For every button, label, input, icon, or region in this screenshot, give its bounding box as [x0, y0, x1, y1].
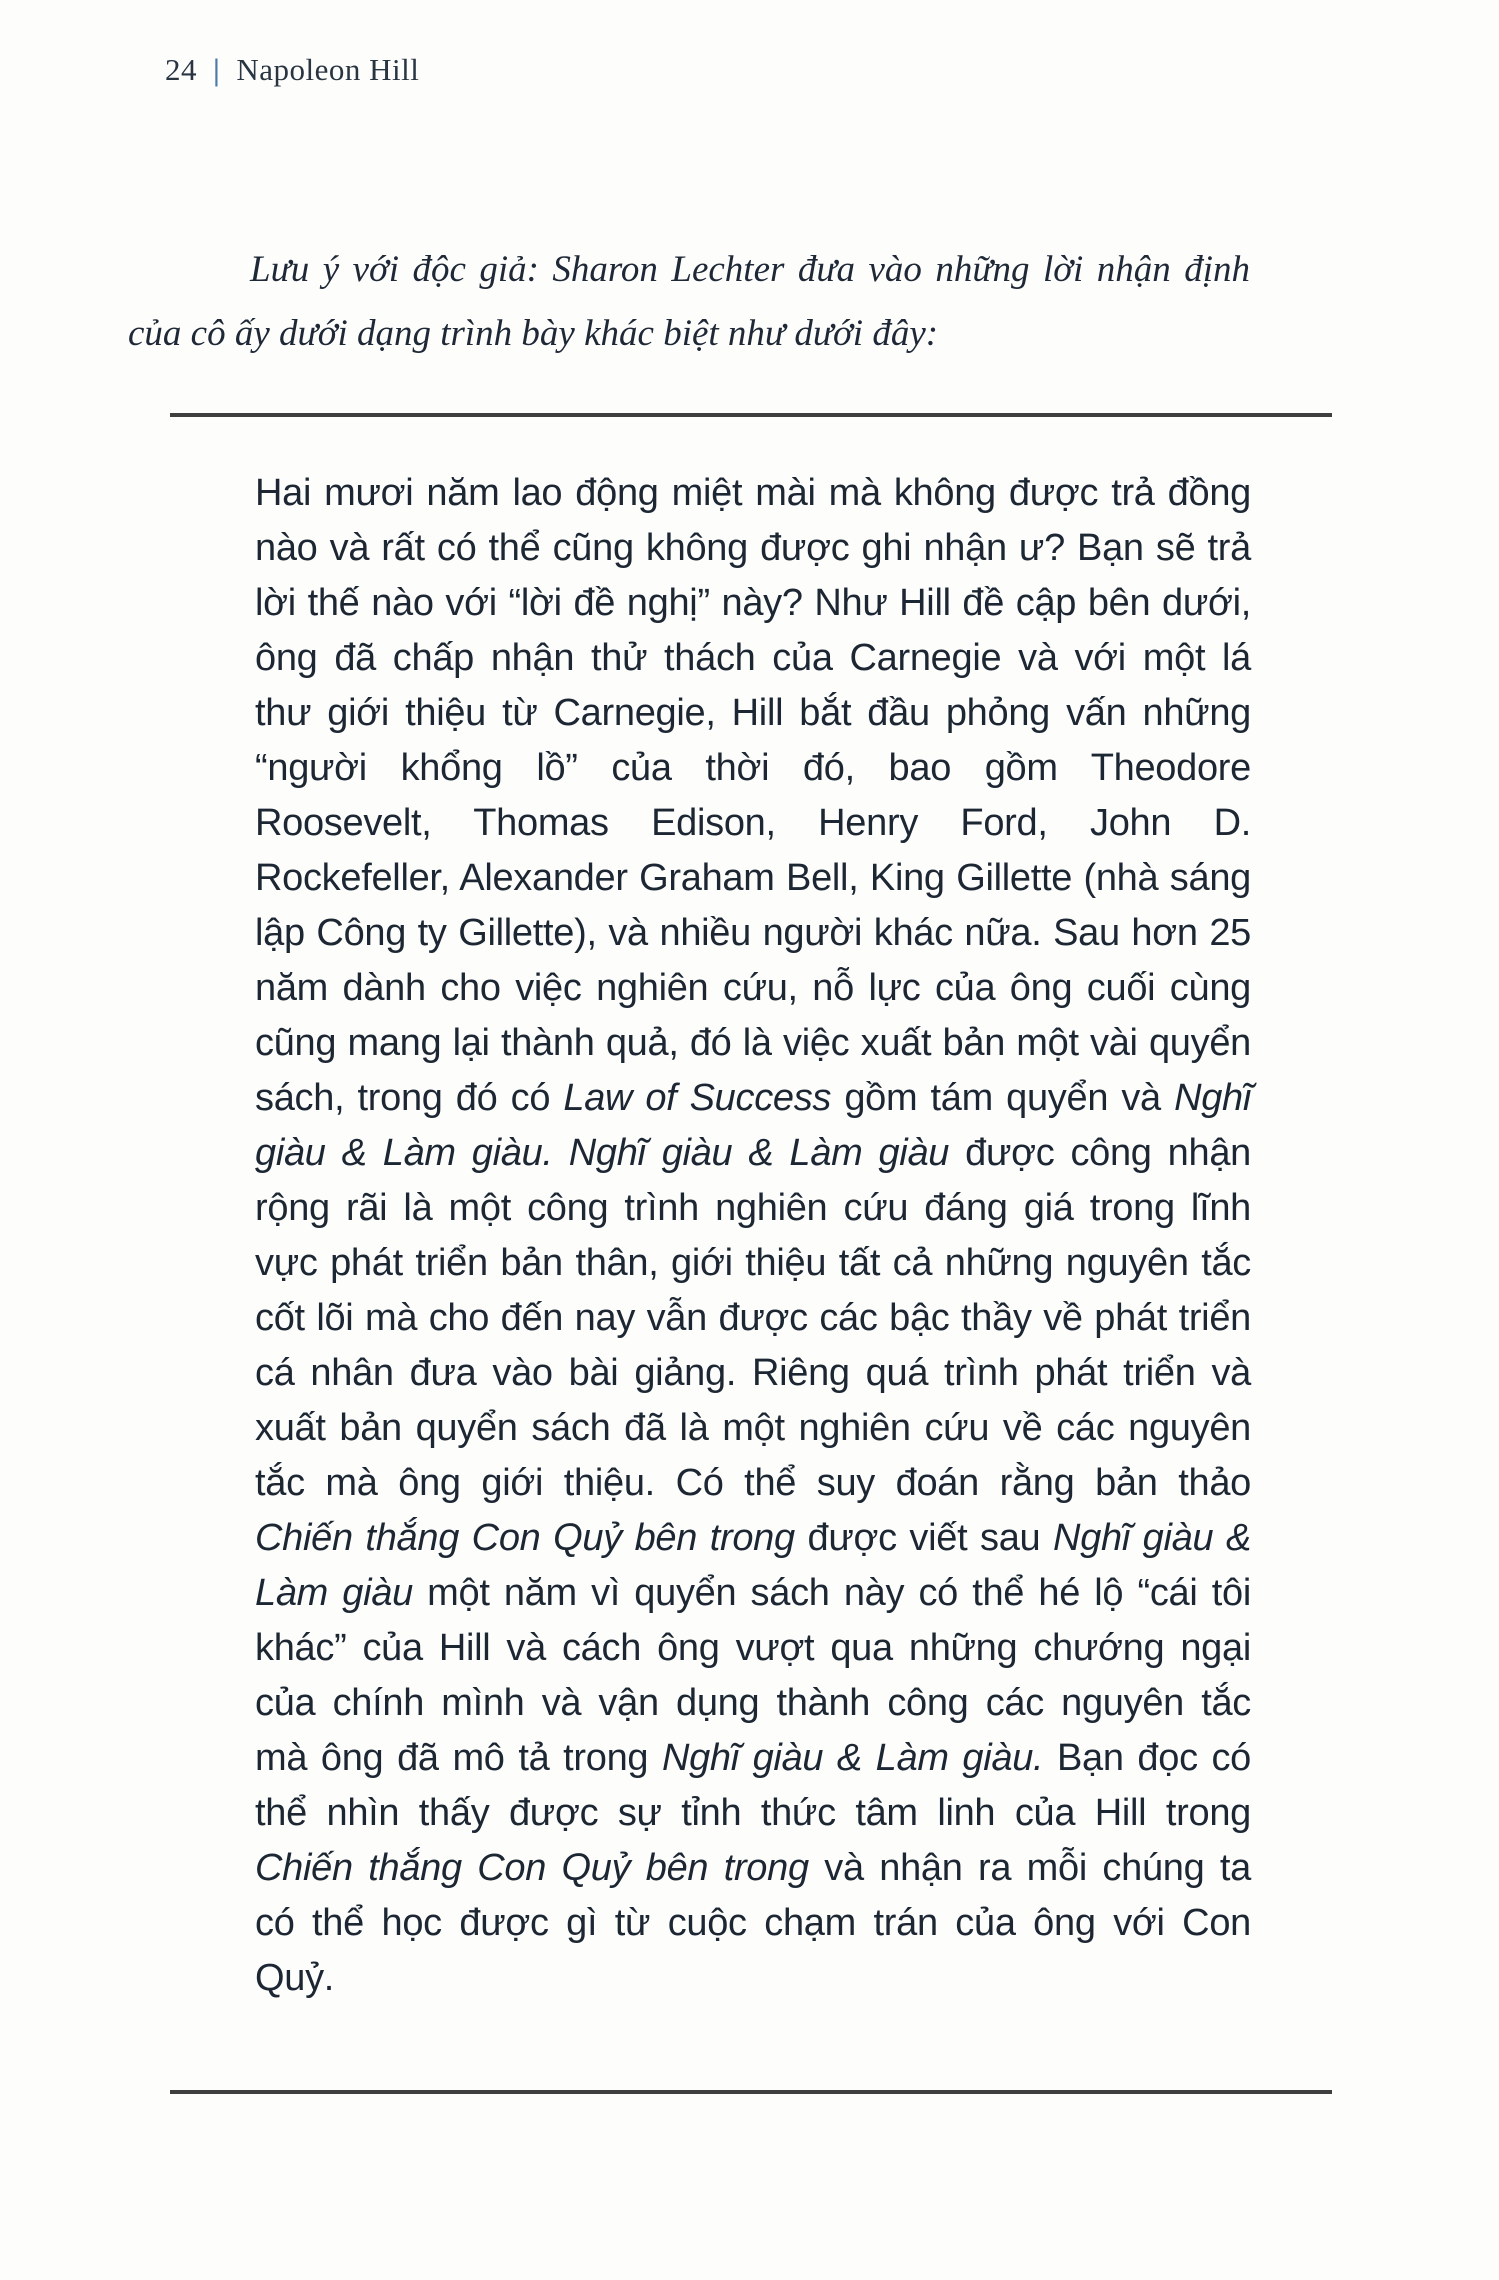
commentary-run	[553, 1132, 569, 1174]
commentary-italic-run: Chiến thắng Con Quỷ bên trong	[255, 1847, 809, 1889]
header-separator: |	[213, 52, 221, 87]
commentary-run: và nhận ra mỗi chúng ta có thể học được gì từ cuộc chạm trán của ông với Con Quỷ.	[255, 1847, 1252, 1999]
commentary-italic-run: Chiến thắng Con Quỷ bên trong	[255, 1517, 795, 1559]
commentary-italic-run: Nghĩ giàu & Làm giàu	[568, 1132, 950, 1174]
top-divider	[170, 413, 1332, 417]
commentary-text	[255, 466, 1251, 2006]
page-number: 24	[165, 52, 197, 87]
commentary-run: Bạn đọc có thể nhìn thấy được sự tỉnh thức tâm linh của Hill trong	[255, 1737, 1252, 1834]
bottom-divider	[170, 2090, 1332, 2094]
commentary-run: Hai mươi năm lao động miệt mài mà không được trả đồng nào và rất có thể cũng không được ghi nhận ư? Bạn sẽ trả lời thế nào với “lời đề nghị” này? Như Hill đề cập bên dưới, ông đã chấp nhận thử thách của Carnegie và với một lá thư giới thiệu từ Carnegie, Hill bắt đầu phỏng vấn những “người khổng lồ” của thời đó, bao gồm Theodore Roosevelt, Thomas Edison, Henry Ford, John D. Rockefeller, Alexander Graham Bell, King Gillette (nhà sáng lập Công ty Gillette), và nhiều người khác nữa. Sau hơn 25 năm dành cho việc nghiên cứu, nỗ lực của ông cuối cùng cũng mang lại thành quả, đó là việc xuất bản một vài quyển sách, trong đó có	[255, 472, 1251, 1119]
commentary-run: gồm tám quyển và	[831, 1077, 1175, 1119]
header-author: Napoleon Hill	[236, 52, 420, 87]
commentary-run: một năm vì quyển sách này có thể hé lộ “cái tôi khác” của Hill và cách ông vượt qua những chướng ngại của chính mình và vận dụng thành công các nguyên tắc mà ông đã mô tả trong	[255, 1572, 1251, 1779]
commentary-italic-run: Law of Success	[563, 1077, 832, 1119]
commentary-italic-run: Nghĩ giàu & Làm giàu	[255, 1517, 1251, 1614]
commentary-italic-run: Nghĩ giàu & Làm giàu.	[255, 1077, 1252, 1174]
reader-note: Lưu ý với độc giả: Sharon Lechter đưa vào những lời nhận định của cô ấy dưới dạng trình bày khác biệt như dưới đây:	[128, 249, 1250, 354]
commentary-run: được công nhận rộng rãi là một công trình nghiên cứu đáng giá trong lĩnh vực phát triển bản thân, giới thiệu tất cả những nguyên tắc cốt lõi mà cho đến nay vẫn được các bậc thầy về phát triển cá nhân đưa vào bài giảng. Riêng quá trình phát triển và xuất bản quyển sách đã là một nghiên cứu về các nguyên tắc mà ông giới thiệu. Có thể suy đoán rằng bản thảo	[255, 1132, 1251, 1504]
commentary-italic-run: Nghĩ giàu & Làm giàu.	[661, 1737, 1044, 1779]
commentary-run: được viết sau	[794, 1517, 1054, 1559]
running-header	[165, 52, 419, 88]
